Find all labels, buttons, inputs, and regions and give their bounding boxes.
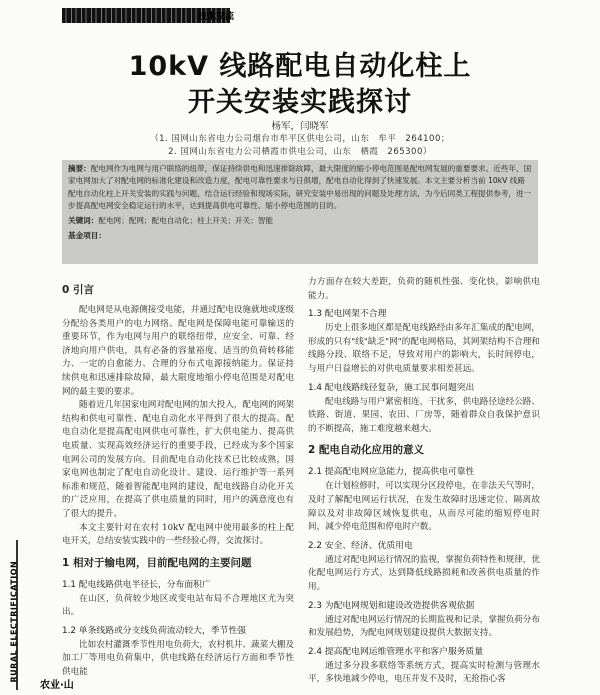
section-1-4-heading: 1.4 配电线路线径复杂，施工民事问题突出 [308,382,475,393]
abstract-label: 摘要： [68,164,91,173]
keywords-label: 关键词： [68,216,99,226]
fund-label: 基金项目： [68,231,106,241]
section-2-3-heading: 2.3 为配电网规划和建设改造提供客观依据 [308,600,475,611]
affiliation-2: 2. 国网山东省电力公司栖霞市供电公司，山东 栖霞 265300） [168,147,432,157]
section-1-3-text: 历史上很多地区都是配电线路经由多年汇集成的配电网，形成的只有"线"缺乏"网"的配电网格局，其网架结构不合理和线路分段、联络不足，导致对用户的影响大，长时间停电，与用户日益增长的对供电质量要求相差甚远。 [308,323,540,374]
side-label-text: RURAL ELECTRIFICATION [9,560,19,683]
section-1-2-text: 比如农村灌溉季节性用电负荷大，农村机井、蔬菜大棚及加工厂等用电负荷集中，供电线路在经济运行方面和季节性供电能 [62,639,294,678]
section-2-4-text: 通过多分段多联络等系统方式，提高实时检测与管理水平，多快地减少停电，电压并发不及时，无抢指心客 [308,660,540,685]
right-column [308,276,540,686]
section-2-1-heading: 2.1 提高配电网应急能力，提高供电可靠性 [308,467,475,478]
section-1-1-text: 在山区，负荷较少地区或变电站布局不合理地区尤为突出。 [62,593,294,618]
intro-paragraph-2: 随着近几年国家电网对配电网的加大投入，配电网的网架结构和供电可靠性、配电自动化水平得到了很大的提高。配电自动化是提高配电网供电可靠性，扩大供电能力、提高供电质量、实现高效经济运行的重要手段，已经成为多个国家电网公司的发展方向。目前配电自动化技术已比较成熟，国家电网也制定了配电自动化设计、建设、运行维护等一系列标准和规范，随着智能配电网的建设，配电线路自动化开关的广泛应用，在提高了供电质量的同时，用户的满意度也有了很大的提升。 [62,400,294,519]
authors: 杨军，闫晓军 [271,121,329,132]
section-2-4-heading: 2.4 提高配电网运维管理水平和客户服务质量 [308,646,484,657]
abstract-box [62,160,538,264]
continued-text: 力方面存在较大差距，负荷的随机性强、变化快，影响供电能力。 [308,277,540,301]
intro-paragraph-1: 配电网是从电源侧接受电能，并通过配电设施就地或逐级分配给各类用户的电力网络。配电网是保障电能可靠输送的重要环节，作为电网与用户的联络纽带，应安全、可靠、经济地向用户供电，具有必备的容量裕度、适当的负荷转移能力、一定的自愈能力、合理的分布式电源接纳能力。保证持续供电和迅速排除故障，最大限度地缩小停电范围是对配电网的最主要的要求。 [62,305,294,397]
section-2-2-heading: 2.2 安全、经济、优质用电 [308,540,413,551]
intro-paragraph-3: 本文主要针对在农村 10kV 配电网中使用最多的柱上配电开关，总结安装实践中的一些经验心得，交流探讨。 [62,522,294,547]
section-0-heading: 0 引言 [62,284,94,296]
section-2-3-text: 通过对配电网运行情况的长期监视和记录，掌握负荷分布和发展趋势，为配电网规划建设提供大数据支持。 [308,614,540,639]
section-1-1-heading: 1.1 配电线路供电半径长，分布面积广 [62,579,211,590]
section-2-1-text: 在计划检修时，可以实现分区段停电，在非法天气等时，及时了解配电网运行状况，在发生故障时迅速定位、隔离故障以及对非故障区域恢复供电，从而尽可能的缩短停电时间，减少停电范围和停电时户数。 [308,481,540,533]
footer-text: 农业·山 [40,680,74,691]
section-1-3-heading: 1.3 配电网架不合理 [308,309,387,320]
left-column [62,276,294,686]
abstract-paragraph [62,160,538,212]
section-2-heading: 2 配电自动化应用的意义 [308,444,424,457]
title-line-1: 10kV 线路配电自动化柱上 [128,51,472,82]
fund-line [62,227,538,242]
banner-text: 技术交流 [198,12,235,22]
section-1-2-heading: 1.2 单条线路或分支线负荷流动较大，季节性强 [62,625,246,636]
keywords-line [62,212,538,227]
section-1-heading: 1 相对于输电网，目前配电网的主要问题 [62,556,252,569]
title-line-2: 开关安装实践探讨 [188,87,412,118]
section-1-4-text: 配电线路与用户紧密相连，干扰多，供电路径途经公路、铁路、街道、果园、农田、厂房等，随着群众自我保护意识的不断提高，施工难度越来越大。 [308,396,540,434]
side-label [6,550,20,690]
section-2-2-text: 通过对配电网运行情况的监视，掌握负荷特性和规律，优化配电网运行方式，达到降低线路损耗和改善供电质量的作用。 [308,554,540,592]
keywords-text: 配电网；配网；配电自动化；柱上开关；开关；智能 [98,216,274,226]
affiliation-1: （1. 国网山东省电力公司烟台市牟平区供电公司，山东 牟平 264100； [150,134,450,144]
abstract-text: 配电网作为电网与用户联络的纽带，保证持续供电和迅速排除故障，最大限度的缩小停电范围是配电网发展的重要要求。近些年，国家电网加大了对配电网的标准化建设和改造力度，配电可靠性要求与日俱增，配电自动化得到了快速发展。本文主要分析当前 10kV 线路配电自动化柱上开关安装的实践与问题，结合运行经验和现场实际，研究安装中易出现的问题及处理方法，为今后同类工程提供参考，进一步提高配电网安全稳定运行的水平，达到提高供电可靠性、缩小停电范围的目的。 [68,164,532,210]
